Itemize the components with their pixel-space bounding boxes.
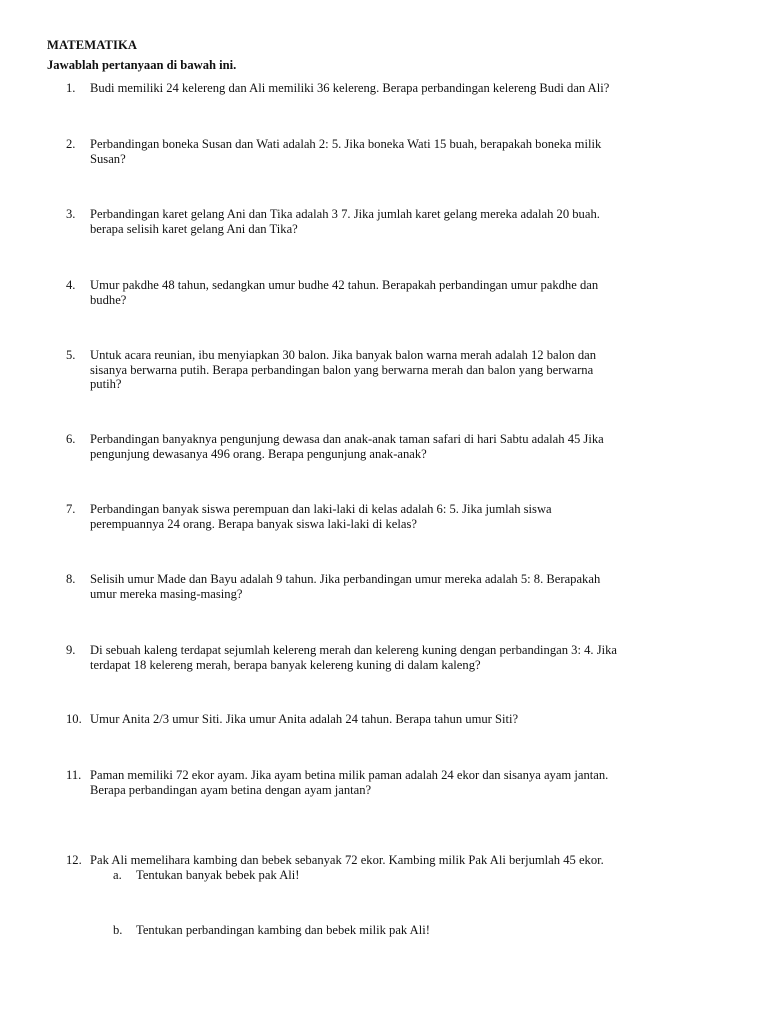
question-item bbox=[66, 502, 736, 531]
question-number: 10. bbox=[66, 712, 82, 726]
question-number: 12. bbox=[66, 853, 82, 867]
question-text: Umur pakdhe 48 tahun, sedangkan umur budhe 42 tahun. Berapakah perbandingan umur pakdhe dan budhe? bbox=[90, 278, 599, 307]
question-text: Di sebuah kaleng terdapat sejumlah kelereng merah dan kelereng kuning dengan perbandingan 3: 4. Jika terdapat 18 kelereng merah, berapa banyak kelereng kuning di dalam kaleng? bbox=[90, 643, 618, 672]
question-text: Pak Ali memelihara kambing dan bebek sebanyak 72 ekor. Kambing milik Pak Ali berjumlah 45 ekor. bbox=[90, 853, 604, 867]
question-item bbox=[66, 348, 736, 392]
question-number: 7. bbox=[66, 502, 76, 516]
question-item bbox=[66, 643, 736, 672]
question-number: 6. bbox=[66, 432, 76, 446]
sub-question-text: Tentukan perbandingan kambing dan bebek milik pak Ali! bbox=[136, 923, 430, 937]
page-title: MATEMATIKA bbox=[47, 38, 138, 52]
sub-question-text: Tentukan banyak bebek pak Ali! bbox=[136, 868, 300, 882]
question-text: Selisih umur Made dan Bayu adalah 9 tahun. Jika perbandingan umur mereka adalah 5: 8. Berapakah umur mereka masing-masing? bbox=[90, 572, 601, 601]
question-item bbox=[66, 81, 736, 96]
question-number: 3. bbox=[66, 207, 76, 221]
question-item bbox=[66, 853, 736, 868]
sub-question-item bbox=[113, 923, 733, 938]
question-item bbox=[66, 207, 736, 236]
question-number: 8. bbox=[66, 572, 76, 586]
question-text: Perbandingan boneka Susan dan Wati adalah 2: 5. Jika boneka Wati 15 buah, berapakah boneka milik Susan? bbox=[90, 137, 602, 166]
question-number: 11. bbox=[66, 768, 82, 782]
question-text: Umur Anita 2/3 umur Siti. Jika umur Anita adalah 24 tahun. Berapa tahun umur Siti? bbox=[90, 712, 519, 726]
question-number: 1. bbox=[66, 81, 76, 95]
question-text: Paman memiliki 72 ekor ayam. Jika ayam betina milik paman adalah 24 ekor dan sisanya ayam jantan. Berapa perbandingan ayam betina dengan ayam jantan? bbox=[90, 768, 609, 797]
question-item bbox=[66, 137, 736, 166]
question-item bbox=[66, 712, 736, 727]
sub-question-letter: b. bbox=[113, 923, 123, 937]
sub-question-letter: a. bbox=[113, 868, 122, 882]
question-text: Budi memiliki 24 kelereng dan Ali memiliki 36 kelereng. Berapa perbandingan kelereng Budi dan Ali? bbox=[90, 81, 610, 95]
question-text: Perbandingan banyaknya pengunjung dewasa dan anak-anak taman safari di hari Sabtu adalah 45 Jika pengunjung dewasanya 496 orang. Berapa pengunjung anak-anak? bbox=[90, 432, 604, 461]
question-item bbox=[66, 572, 736, 601]
question-number: 4. bbox=[66, 278, 76, 292]
question-item bbox=[66, 768, 736, 797]
question-text: Perbandingan banyak siswa perempuan dan laki-laki di kelas adalah 6: 5. Jika jumlah siswa perempuannya 24 orang. Berapa banyak siswa laki-laki di kelas? bbox=[90, 502, 552, 531]
question-text: Untuk acara reunian, ibu menyiapkan 30 balon. Jika banyak balon warna merah adalah 12 balon dan sisanya berwarna putih. Berapa perbandingan balon yang berwarna merah dan balon yang berwarna putih? bbox=[90, 348, 597, 391]
instruction-text: Jawablah pertanyaan di bawah ini. bbox=[47, 58, 237, 72]
sub-question-item bbox=[113, 868, 733, 883]
question-text: Perbandingan karet gelang Ani dan Tika adalah 3 7. Jika jumlah karet gelang mereka adalah 20 buah. berapa selisih karet gelang Ani dan Tika? bbox=[90, 207, 600, 236]
question-number: 9. bbox=[66, 643, 76, 657]
question-number: 2. bbox=[66, 137, 76, 151]
question-item bbox=[66, 278, 736, 307]
question-number: 5. bbox=[66, 348, 76, 362]
question-item bbox=[66, 432, 736, 461]
